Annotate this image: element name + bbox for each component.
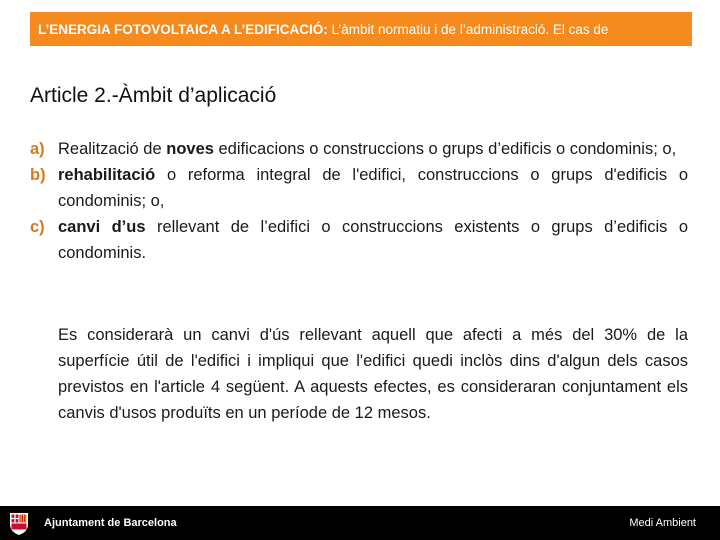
item-keyword: rehabilitació bbox=[58, 166, 156, 184]
application-list bbox=[30, 136, 688, 266]
footer-bar bbox=[0, 506, 720, 540]
item-text-after: edificacions o construccions o grups d’edificis o condominis; o, bbox=[213, 140, 677, 158]
list-item-a bbox=[30, 136, 688, 162]
item-keyword: noves bbox=[166, 140, 214, 158]
footer-organization: Ajuntament de Barcelona bbox=[44, 517, 177, 529]
header-title bbox=[30, 22, 608, 37]
header-title-rest: L’àmbit normatiu i de l’administració. El cas de bbox=[327, 21, 609, 37]
header-title-bold: L’ENERGIA FOTOVOLTAICA A L’EDIFICACIÓ: bbox=[38, 21, 328, 37]
list-marker: a) bbox=[30, 140, 45, 158]
item-keyword: canvi d’us bbox=[58, 218, 146, 236]
footer-department: Medi Ambient bbox=[629, 517, 696, 529]
list-item-c bbox=[30, 214, 688, 266]
item-text-before: Realització de bbox=[58, 140, 167, 158]
list-item-b bbox=[30, 162, 688, 214]
barcelona-crest-icon bbox=[8, 510, 30, 536]
item-text-after: rellevant de l’edifici o construccions existents o grups d’edificis o condominis. bbox=[58, 218, 688, 262]
item-text-after: o reforma integral de l'edifici, construccions o grups d'edificis o condominis; o, bbox=[58, 166, 688, 210]
note-paragraph: Es considerarà un canvi d'ús rellevant aquell que afecti a més del 30% de la superfície útil de l'edifici i impliqui que l'edifici quedi inclòs dins d'algun dels casos previstos en l'article 4 següent. A aquests efectes, es consideraran conjuntament els canvis d'usos produïts en un període de 12 mesos. bbox=[58, 326, 688, 422]
header-bar bbox=[30, 12, 692, 46]
article-title: Article 2.-Àmbit d’aplicació bbox=[30, 84, 277, 107]
list-marker: c) bbox=[30, 218, 45, 236]
list-marker: b) bbox=[30, 166, 46, 184]
